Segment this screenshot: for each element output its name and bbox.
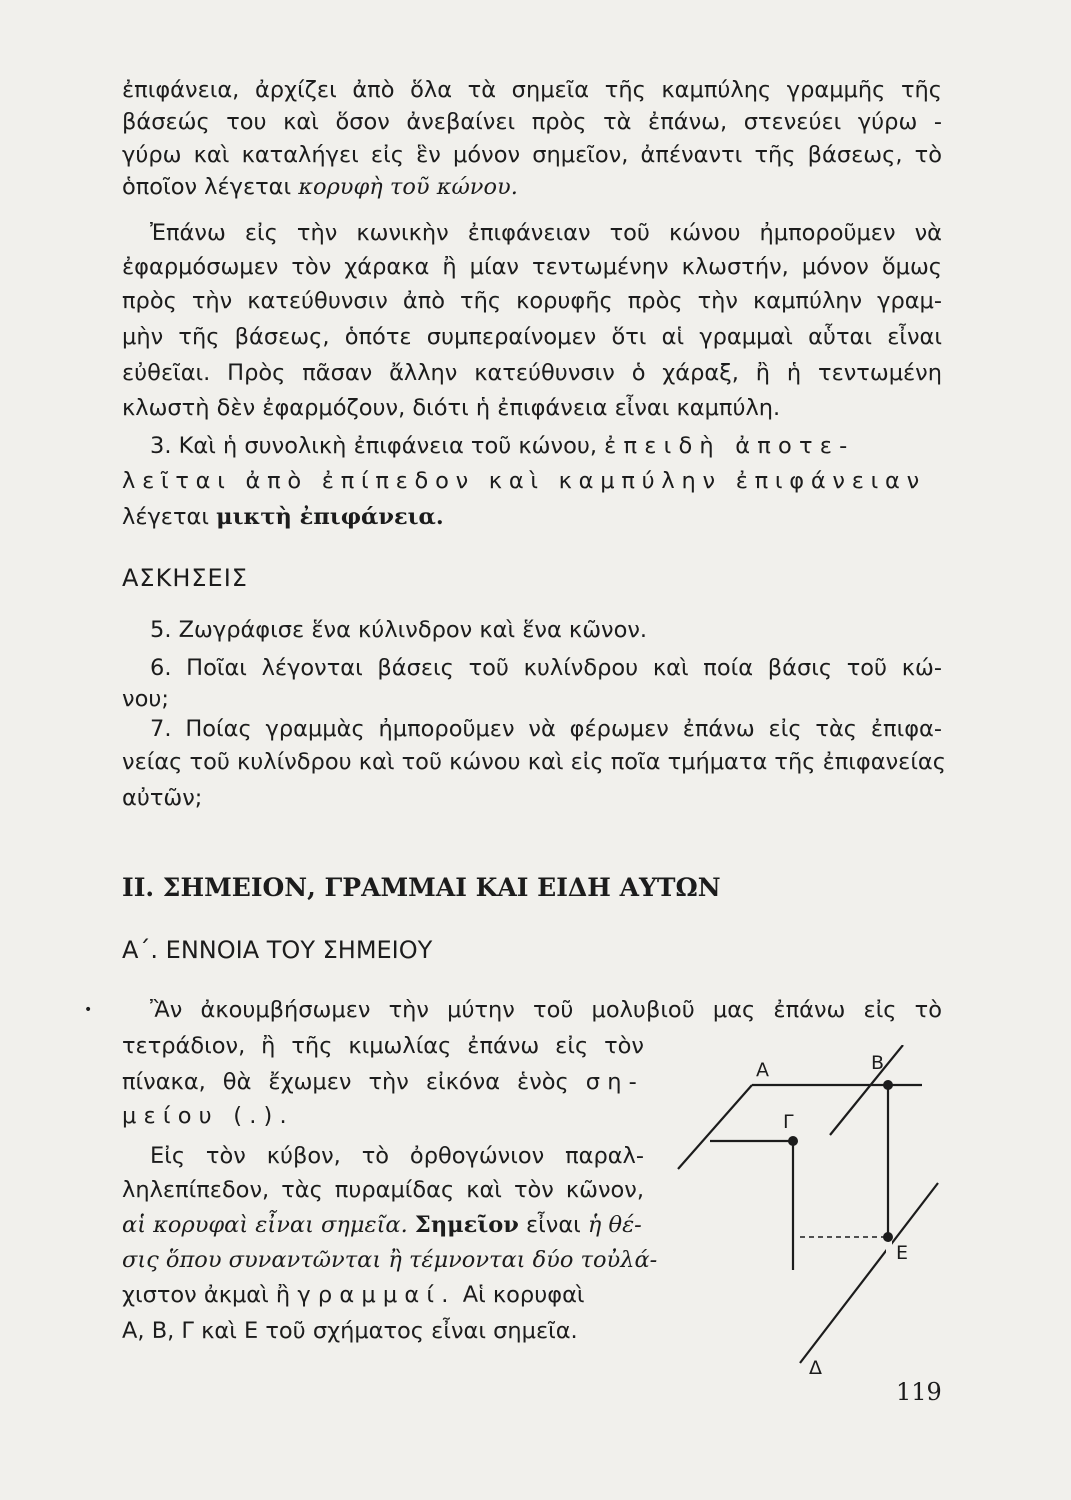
text-line — [122, 502, 942, 532]
text-run: πίνακα, θὰ ἔχωμεν τὴν εἰκόνα ἑνὸς — [122, 1069, 586, 1095]
text-run: εἶναι — [518, 1212, 588, 1238]
text-line — [122, 1067, 644, 1097]
point-e — [883, 1232, 893, 1242]
exercises-heading: ΑΣΚΗΣΕΙΣ — [122, 564, 248, 592]
text-line: Εἰς τὸν κύβον, τὸ ὀρθογώνιον παραλ- — [150, 1143, 644, 1169]
spaced-text-line: λεῖται ἀπὸ ἐπίπεδον καὶ καμπύλην ἐπιφάνειαν — [122, 468, 926, 494]
text-line: κλωστὴ δὲν ἐφαρμόζουν, διότι ἡ ἐπιφάνεια εἶναι καμπύλη. — [122, 395, 781, 421]
text-line — [122, 1210, 644, 1240]
term-mixed-surface: μικτὴ ἐπιφάνεια. — [216, 504, 444, 530]
label-d: Δ — [809, 1357, 822, 1375]
text-line: γύρω καὶ καταλήγει εἰς ἓν μόνον σημεῖον, ἀπέναντι τῆς βάσεως, τὸ — [122, 142, 942, 168]
exercise-item: 7. Ποίας γραμμὰς ἠμποροῦμεν νὰ φέρωμεν ἐπάνω εἰς τὰς ἐπιφα- — [150, 716, 942, 742]
geometry-figure — [660, 1045, 960, 1375]
text-line: Ἂν ἀκουμβήσωμεν τὴν μύτην τοῦ μολυβιοῦ μας ἐπάνω εἰς τὸ — [150, 997, 942, 1023]
section-subtitle: Α΄. ΕΝΝΟΙΑ ΤΟΥ ΣΗΜΕΙΟΥ — [122, 936, 433, 964]
text-line — [150, 431, 942, 461]
figure-line — [678, 1085, 752, 1169]
text-line: βάσεώς του καὶ ὅσον ἀνεβαίνει πρὸς τὰ ἐπάνω, στενεύει γύρω - — [122, 109, 942, 135]
text-run: χιστον ἀκμαὶ ἢ — [122, 1282, 298, 1308]
text-run: 3. Καὶ ἡ συνολικὴ ἐπιφάνεια τοῦ κώνου, — [150, 433, 605, 459]
term-point: Σημεῖον — [414, 1212, 519, 1238]
text-line: πρὸς τὴν κατεύθυνσιν ἀπὸ τῆς κορυφῆς πρὸς τὴν καμπύλην γραμ- — [122, 288, 942, 314]
text-run: ὁποῖον λέγεται — [122, 174, 299, 200]
text-line: ἐφαρμόσωμεν τὸν χάρακα ἢ μίαν τεντωμένην κλωστήν, μόνον ὅμως — [122, 254, 942, 280]
label-e: Ε — [896, 1242, 909, 1264]
text-line: σις ὅπου συναντῶνται ἢ τέμνονται δύο τοὐλά- — [122, 1247, 658, 1273]
text-line: εὐθεῖαι. Πρὸς πᾶσαν ἄλλην κατεύθυνσιν ὁ χάραξ, ἢ ἡ τεντωμένη — [122, 360, 942, 386]
exercise-item: 5. Ζωγράφισε ἕνα κύλινδρον καὶ ἕνα κῶνον. — [150, 617, 648, 643]
spaced-text: ση- — [585, 1069, 644, 1095]
text-line: μὴν τῆς βάσεως, ὁπότε συμπεραίνομεν ὅτι αἱ γραμμαὶ αὗται εἶναι — [122, 324, 942, 350]
text-line: ληλεπίπεδον, τὰς πυραμίδας καὶ τὸν κῶνον, — [122, 1177, 644, 1203]
point-b — [883, 1080, 893, 1090]
text-line: Α, Β, Γ καὶ Ε τοῦ σχήματος εἶναι σημεῖα. — [122, 1318, 578, 1344]
spaced-text-line: μείου (.). — [122, 1103, 294, 1129]
figure-line — [800, 1183, 938, 1363]
text-line: τετράδιον, ἢ τῆς κιμωλίας ἐπάνω εἰς τὸν — [122, 1033, 644, 1059]
text-line — [122, 172, 942, 202]
spaced-text: ἐπειδὴ ἀποτε- — [604, 433, 855, 459]
text-run: Αἱ κορυφαὶ — [455, 1282, 585, 1308]
text-run: αἱ κορυφαὶ εἶναι σημεῖα. — [122, 1212, 415, 1238]
label-a: Α — [756, 1059, 769, 1081]
text-line: ἐπιφάνεια, ἀρχίζει ἀπὸ ὅλα τὰ σημεῖα τῆς καμπύλης γραμμῆς τῆς — [122, 77, 942, 103]
exercise-item: αὐτῶν; — [122, 785, 203, 811]
label-b: Β — [871, 1052, 885, 1074]
term-cone-apex: κορυφὴ τοῦ κώνου. — [298, 174, 518, 200]
text-line: Ἐπάνω εἰς τὴν κωνικὴν ἐπιφάνειαν τοῦ κώνου ἠμποροῦμεν νὰ — [150, 220, 942, 246]
section-title: ΙΙ. ΣΗΜΕΙΟΝ, ΓΡΑΜΜΑΙ ΚΑΙ ΕΙΔΗ ΑΥΤΩΝ — [122, 873, 721, 902]
label-g: Γ — [783, 1111, 794, 1133]
spaced-text: γραμμαί. — [297, 1282, 456, 1308]
exercise-item: νου; — [122, 686, 169, 712]
page-number: 119 — [896, 1378, 942, 1406]
exercise-item: νείας τοῦ κυλίνδρου καὶ τοῦ κώνου καὶ εἰς ποῖα τμήματα τῆς ἐπιφανείας — [122, 749, 946, 775]
figure-mask — [886, 1238, 892, 1375]
exercise-item: 6. Ποῖαι λέγονται βάσεις τοῦ κυλίνδρου καὶ ποία βάσις τοῦ κώ- — [150, 655, 942, 681]
text-run: λέγεται — [122, 504, 217, 530]
figure-line — [830, 1045, 903, 1135]
text-run: ἡ θέ- — [587, 1212, 642, 1238]
point-g — [788, 1136, 798, 1146]
margin-dot: • — [84, 1002, 93, 1018]
